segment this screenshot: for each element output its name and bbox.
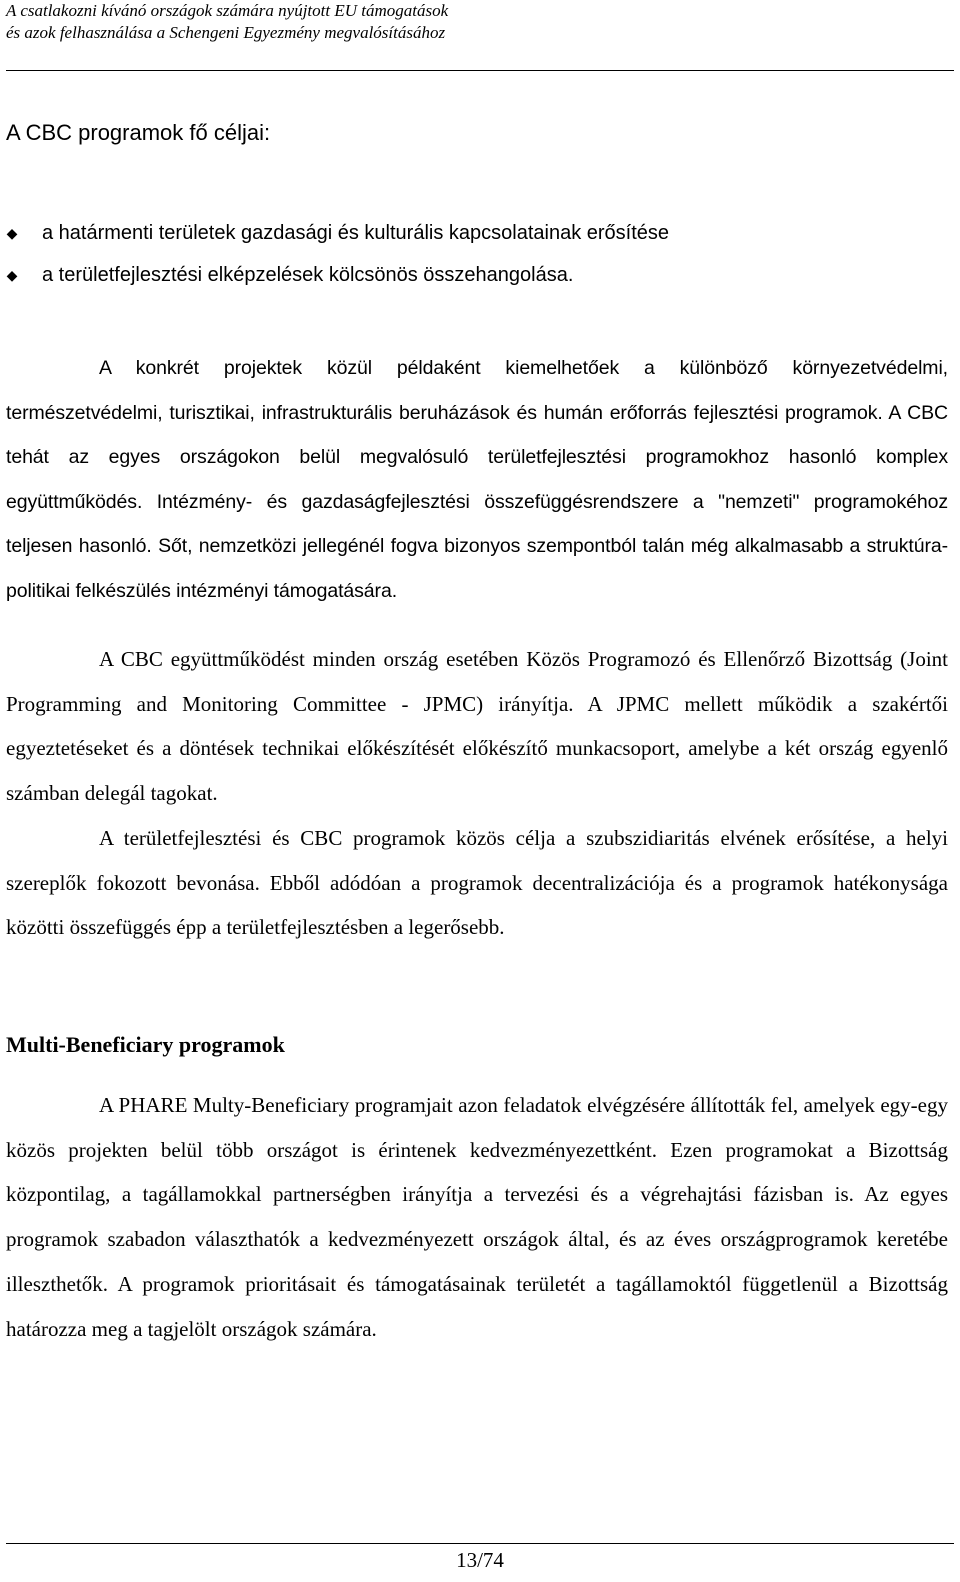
list-item-text: a határmenti területek gazdasági és kulturális kapcsolatainak erősítése — [42, 221, 670, 244]
list-item-text: a területfejlesztési elképzelések kölcsönös összehangolása. — [42, 263, 574, 286]
paragraph-block-jpmc — [6, 637, 948, 950]
paragraph: A területfejlesztési és CBC programok közös célja a szubszidiaritás elvének erősítése, a helyi szereplők fokozott bevonása. Ebből adódóan a programok decentralizációja és a programok hatékonysága közötti összefüggés épp a területfejlesztésben a legerősebb. — [6, 825, 948, 940]
section-title: A CBC programok fő céljai: — [6, 120, 271, 145]
header-line-1: A csatlakozni kívánó országok számára nyújtott EU támogatások — [6, 1, 449, 20]
list-item — [6, 212, 946, 254]
paragraph: A konkrét projektek közül példaként kiemelhetőek a különböző környezetvédelmi, természetvédelmi, turisztikai, infrastrukturális beruházások és humán erőforrás fejlesztési programok. A CBC tehát az egyes országokon belül megvalósuló területfejlesztési programokhoz hasonló komplex együttműködés. Intézmény- és gazdaságfejlesztési összefüggésrendszere a "nemzeti" programokéhoz teljesen hasonló. Sőt, nemzetközi jellegénél fogva bizonyos szempontból talán még alkalmasabb a struktúra-politikai felkészülés intézményi támogatására. — [6, 357, 948, 602]
paragraph-block-multi-beneficiary — [6, 1083, 948, 1351]
page-number: 13/74 — [456, 1548, 504, 1572]
running-header — [6, 0, 954, 44]
paragraph-block-cbc — [6, 346, 948, 613]
goal-list — [6, 212, 946, 296]
header-divider — [6, 70, 954, 71]
section-heading: Multi-Beneficiary programok — [6, 1032, 285, 1057]
footer-divider — [6, 1543, 954, 1544]
diamond-bullet-icon: ◆ — [6, 267, 18, 283]
paragraph: A CBC együttműködést minden ország esetében Közös Programozó és Ellenőrző Bizottság (Joint Programming and Monitoring Committee - JPMC) irányítja. A JPMC mellett működik a szakértői egyeztetéseket és a döntések technikai előkészítését előkészítő munkacsoport, amelybe a két ország egyenlő számban delegál tagokat. — [6, 647, 948, 806]
paragraph: A PHARE Multy-Beneficiary programjait azon feladatok elvégzésére állították fel, amelyek egy-egy közös projekten belül több országot is érintenek kedvezményezettként. Ezen programokat a Bizottság központilag, a tagállamokkal partnerségben irányítja a tervezési és a végrehajtási fázisban is. Az egyes programok szabadon választhatók a kedvezményezett országok által, és az éves országprogramok keretébe illeszthetők. A programok prioritásait és támogatásainak területét a tagállamoktól függetlenül a Bizottság határozza meg a tagjelölt országok számára. — [6, 1093, 948, 1341]
header-line-2: és azok felhasználása a Schengeni Egyezmény megvalósításához — [6, 23, 446, 42]
list-item — [6, 254, 946, 296]
diamond-bullet-icon: ◆ — [6, 225, 18, 241]
